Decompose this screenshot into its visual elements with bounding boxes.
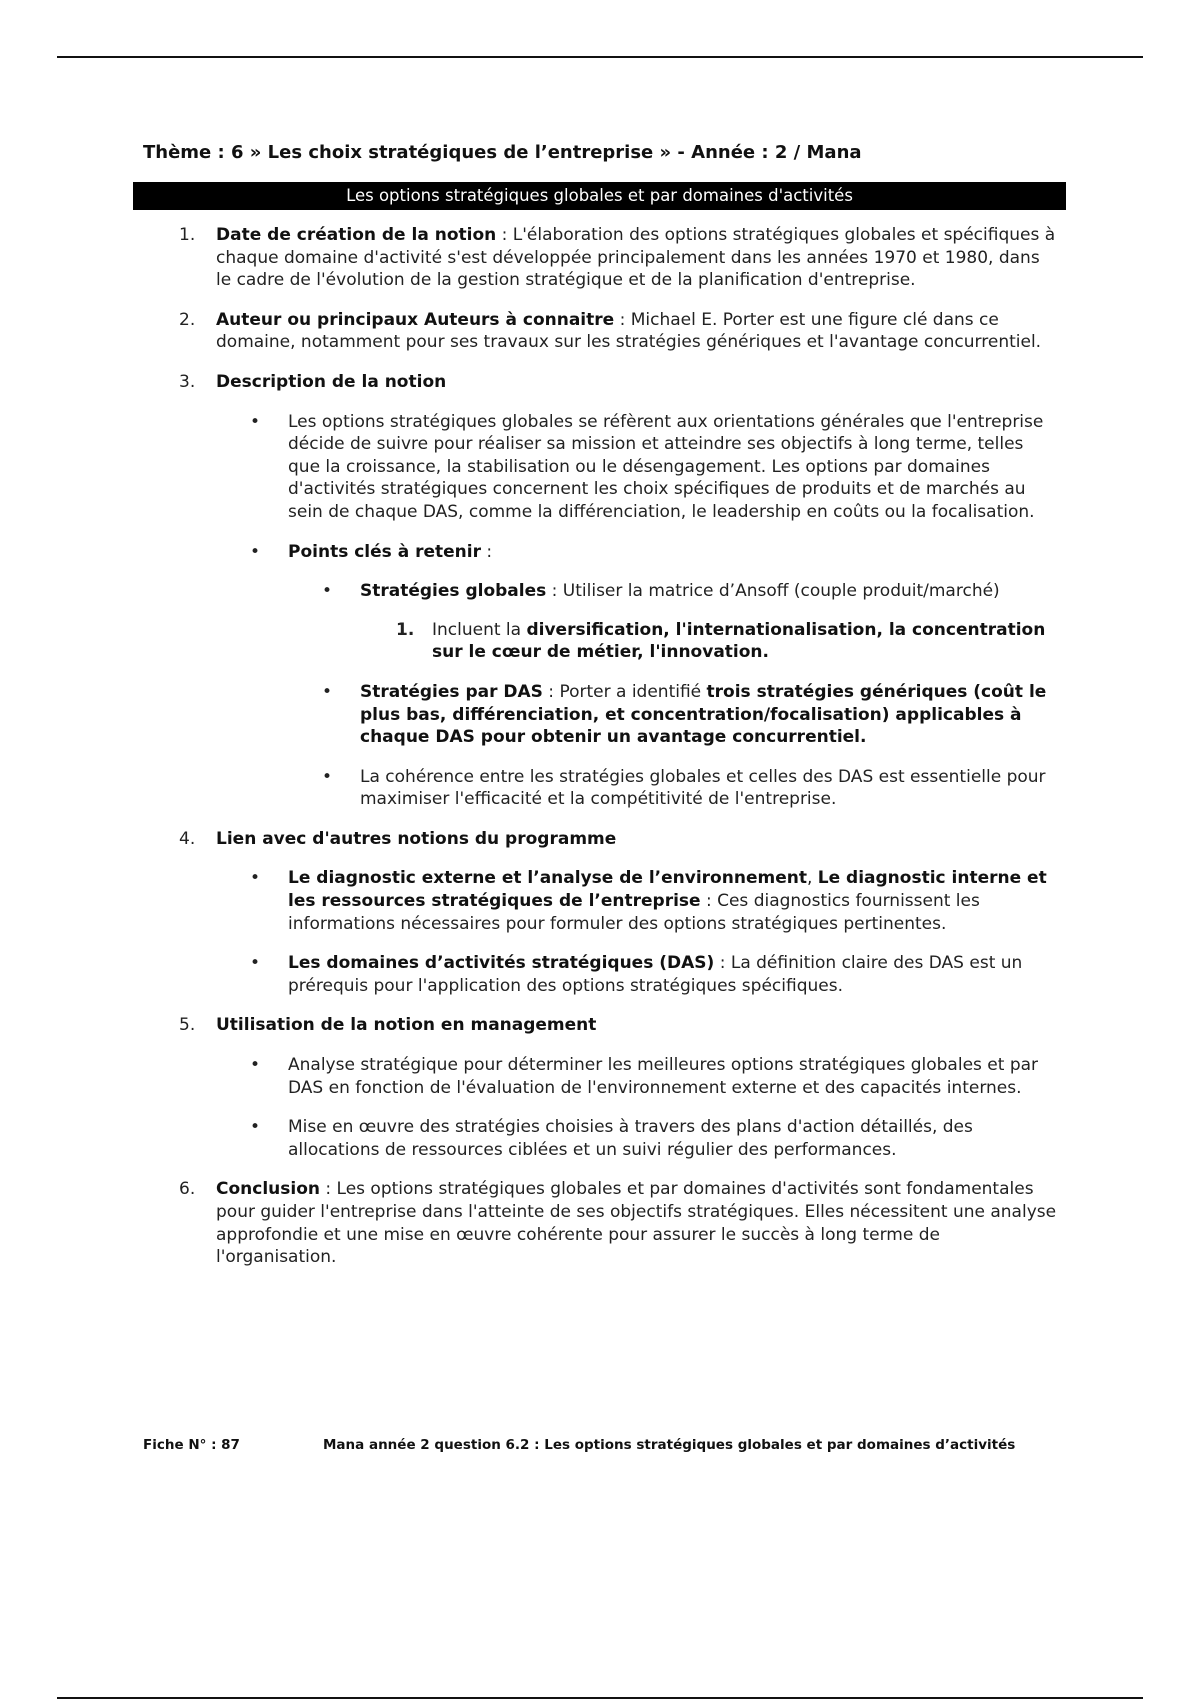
points-colon: : [480, 541, 493, 562]
das-link-bold: Les domaines d’activités stratégiques (DAS) [288, 953, 715, 974]
coherence-text: La cohérence entre les stratégies globales et celles des DAS est essentielle pour maximiser l'efficacité et la compétitivité de l'entreprise. [360, 766, 1046, 810]
section-4 [0, 828, 1200, 851]
section-text: : L'élaboration des options stratégiques globales et spécifiques à chaque domaine d'activité s'est développée principalement dans les années 1970 et 1980, dans le cadre de l'évolution de la gestion stratégique et de la planification d'entreprise. [216, 225, 1056, 291]
points-title: Points clés à retenir [288, 541, 481, 562]
bottom-rule [57, 1697, 1143, 1699]
section-number: 2. [179, 309, 196, 330]
section-number: 1. [179, 225, 196, 245]
bullet-icon: • [322, 581, 333, 602]
bullet-icon: • [250, 411, 261, 432]
list-item [0, 681, 1200, 749]
link-bold-2: Le diagnostic interne et les ressources stratégiques de l’entreprise [288, 868, 1047, 912]
sub-number: 1. [396, 619, 415, 640]
section-number: 6. [179, 1179, 196, 1200]
list-item [0, 619, 1200, 664]
title-banner: Les options stratégiques globales et par domaines d'activités [133, 182, 1066, 210]
list-item [0, 766, 1200, 811]
top-rule [57, 56, 1143, 58]
usage-text-1: Analyse stratégique pour déterminer les meilleures options stratégiques globales et par DAS en fonction de l'évaluation de l'environnement externe et des capacités internes. [288, 1055, 1039, 1098]
link-text: : Ces diagnostics fournissent les informations nécessaires pour formuler des options stratégiques pertinentes. [288, 891, 980, 934]
bullet-icon: • [250, 1055, 261, 1076]
footer-fiche-number: Fiche N° : 87 [143, 1437, 240, 1453]
link-sep: , [806, 868, 818, 889]
usage-text-2: Mise en œuvre des stratégies choisies à travers des plans d'action détaillés, des allocations de ressources ciblées et un suivi régulier des performances. [288, 1117, 973, 1160]
sub-bold: diversification, l'internationalisation, la concentration sur le cœur de métier, l'innovation. [432, 619, 1046, 663]
bullet-icon: • [250, 541, 261, 562]
footer-title: Mana année 2 question 6.2 : Les options stratégiques globales et par domaines d’activités [323, 1437, 1016, 1453]
list-item [0, 541, 1200, 564]
description-text: Les options stratégiques globales se réfèrent aux orientations générales que l'entreprise décide de suivre pour réaliser sa mission et atteindre ses objectifs à long terme, telles que la croissance, la stabilisation ou le désengagement. Les options par domaines d'activités stratégiques concernent les choix spécifiques de produits et de marchés au sein de chaque DAS, comme la différenciation, le leadership en coûts ou la focalisation. [288, 411, 1044, 522]
globales-title: Stratégies globales [360, 581, 547, 602]
das-title: Stratégies par DAS [360, 681, 543, 702]
sub-text: Incluent la [432, 619, 527, 640]
list-item [0, 867, 1200, 935]
section-3 [0, 371, 1200, 394]
list-item [0, 1054, 1200, 1099]
theme-heading: Thème : 6 » Les choix stratégiques de l’entreprise » - Année : 2 / Mana [143, 142, 862, 163]
link-bold-1: Le diagnostic externe et l’analyse de l’environnement [288, 868, 807, 889]
section-2 [0, 309, 1200, 354]
section-5 [0, 1014, 1200, 1037]
das-link-text: : La définition claire des DAS est un prérequis pour l'application des options stratégiques spécifiques. [288, 953, 1023, 996]
section-1 [0, 224, 1200, 292]
bullet-icon: • [250, 953, 261, 974]
bullet-icon: • [322, 681, 333, 702]
list-item [0, 580, 1200, 603]
section-6 [0, 1178, 1200, 1268]
list-item [0, 411, 1200, 524]
bullet-icon: • [250, 1117, 261, 1138]
section-number: 4. [179, 828, 196, 849]
document-body [0, 224, 1200, 1269]
section-number: 5. [179, 1015, 196, 1036]
bullet-icon: • [322, 766, 333, 787]
bullet-icon: • [250, 868, 261, 889]
list-item [0, 1116, 1200, 1161]
section-number: 3. [179, 371, 196, 392]
globales-text: : Utiliser la matrice d’Ansoff (couple produit/marché) [546, 581, 1000, 602]
das-text: : Porter a identifié [542, 681, 707, 702]
section-title: Conclusion [216, 1179, 320, 1200]
section-title: Date de création de la notion [216, 225, 497, 245]
list-item [0, 952, 1200, 997]
section-text: : Michael E. Porter est une figure clé dans ce domaine, notamment pour ses travaux sur les stratégies génériques et l'avantage concurrentiel. [216, 309, 1042, 353]
section-text: : Les options stratégiques globales et par domaines d'activités sont fondamentales pour guider l'entreprise dans l'atteinte de ses objectifs stratégiques. Elles nécessitent une analyse approfondie et une mise en œuvre cohérente pour assurer le succès à long terme de l'organisation. [216, 1179, 1057, 1268]
das-bold: trois stratégies génériques (coût le plus bas, différenciation, et concentration/focalisation) applicables à chaque DAS pour obtenir un avantage concurrentiel. [360, 681, 1047, 748]
section-title: Utilisation de la notion en management [216, 1015, 597, 1036]
section-title: Description de la notion [216, 371, 447, 392]
section-title: Auteur ou principaux Auteurs à connaitre [216, 309, 615, 330]
section-title: Lien avec d'autres notions du programme [216, 828, 617, 849]
